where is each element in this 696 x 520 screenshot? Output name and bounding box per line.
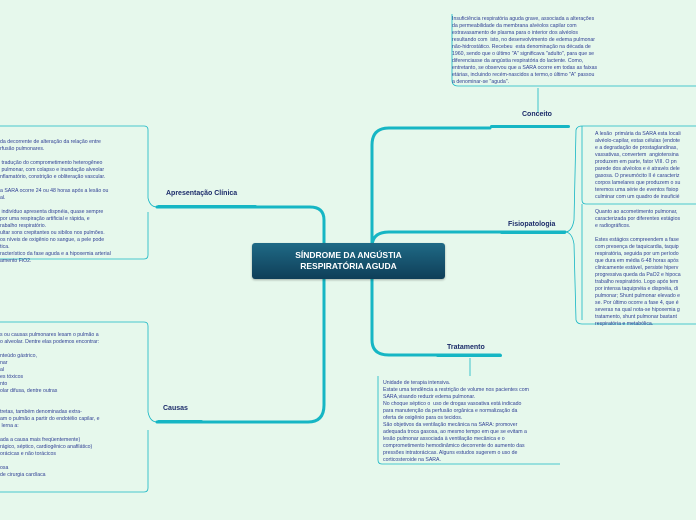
topic-apresentacao-clinica[interactable]: Apresentação Clínica (166, 190, 238, 197)
note-fisiopatologia-estagios[interactable]: Quanto ao acometimento pulmonar, caracterizada por diferentes estágios e radiográficos. Estes estágios compreendem a fase com presença de taquicardia, taquip respiratória, seguida por um período que dura em média 6-48 horas após clinicamente estável, persiste hiperv progressiva queda da PaO2 e hipoca trabalho respiratório. Logo após tem por intensa taquipnéia e dispnéia, di pulmonar; Shunt pulmonar elevado e se. Por último ocorre a fase 4, que é severas na qual nota-se hipoxemia g tratamento, shunt pulmonar bastant respiratória e metabólica. (595, 209, 681, 327)
topic-apresentacao-underline (157, 205, 257, 208)
topic-fisiopatologia-underline (500, 231, 566, 234)
central-topic-line-1: SÍNDROME DA ANGÚSTIA (295, 250, 402, 260)
note-fisiopatologia-lesao[interactable]: A lesão primária da SARA esta locali alvéolo-capilar, estas células (endote e a degradação de prostaglandinas, vassativas, convertem angiotensina produzem em parte, fator VIII. O pn parede dos alvéolos e é através dele gasosa. O pneumócito II é caracteriz corpos lamelares que produzem o su teremos uma série de eventos fisiop culminar com um quadro de insuficié (595, 131, 681, 200)
topic-causas[interactable]: Causas (163, 405, 188, 412)
central-topic-line-2: RESPIRATÓRIA AGUDA (300, 261, 397, 271)
topic-tratamento[interactable]: Tratamento (447, 344, 485, 351)
topic-fisiopatologia[interactable]: Fisiopatologia (508, 221, 556, 228)
central-topic[interactable] (252, 243, 445, 279)
note-causas[interactable]: s ou causas pulmonares lesam o pulmão a o alveolar. Dentre elas podemos encontrar: nteúdo gástrico, nar al es tóxicos nto olar difusa, dentre outras tretas, também denominadas extra- am o pulmão a partir do endotélio capilar, e lerna a: ada a causa mais freqüentemente) rágico, séptico, cardiogênico anafilático) orácicas e não torácicos osa de cirurgia cardíaca (0, 332, 100, 478)
note-conceito[interactable]: Insuficiência respiratória aguda grave, associada a alterações da permeabilidade da membrana alvéolos capilar com extravasamento de plasma para o interior dos alvéolos resultando com isto, no desenvolvimento de edema pulmonar não-hidrostático. Recebeu esta denominação na década de 1960, sendo que o último "A" significava "adulto", para que se diferenciasse da angústia respiratória do lactente. Como, entretanto, se observou que a SARA ocorre em todas as faixas etárias, incluindo recém-nascidos a termo,o último "A" passou a denominar-se "aguda". (452, 16, 598, 85)
topic-conceito[interactable]: Conceito (522, 111, 552, 118)
topic-tratamento-underline (436, 354, 502, 357)
topic-conceito-underline (490, 125, 570, 128)
topic-causas-underline (157, 420, 203, 423)
note-apresentacao-clinica[interactable]: da decorrente de alteração da relação entre rfusão pulmonares. tradução do comprometimento heterogêneo pulmonar, com colapso e inundação alveolar nflamatório, constrição e obliteração vascular. a SARA ocorre 24 ou 48 horas após a lesão ou al. indivíduo apresenta dispnéia, quase sempre por uma respiração artificial e rápida, e rabalho respiratório. ultar sons crepitantes ou sibilos nos pulmões. os níveis de oxigênio no sangue, a pele pode tica. racterístico da fase aguda e a hipoxemia arterial amento FiO2. (0, 139, 111, 264)
note-tratamento[interactable]: Unidade de terapia intensiva. Estate uma tendência a restrição de volume nos pacientes com SARA,visando reduzir edema pulmonar. No choque séptico o uso de drogas vasoativa está indicado para manutenção da perfusão orgânica e normalização da oferta de oxigênio para os tecidos. São objetivos da ventilação mecânica na SARA: promover adequada troca gasosa, ao mesmo tempo em que se evitam a lesão pulmonar associada à ventilação mecânica e o comprometimento hemodinâmico decorrente do aumento das pressões intratorácicas. Alguns estudos sugerem o uso de corticosteroide na SARA. (383, 380, 529, 463)
